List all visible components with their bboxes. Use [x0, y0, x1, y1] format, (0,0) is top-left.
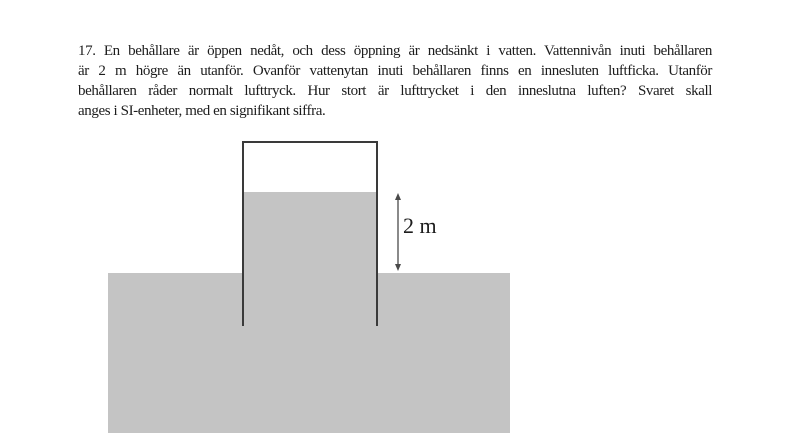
problem-text-line-3: behållaren råder normalt lufttryck. Hur stort är lufttrycket i den inneslutna luften? Svaret skall [78, 83, 712, 99]
problem-text-line-2: är 2 m högre än utanför. Ovanför vattenytan inuti behållaren finns en innesluten luftficka. Utanför [78, 63, 712, 79]
problem-statement [78, 41, 712, 121]
problem-text-line-4: anges i SI-enheter, med en signifikant siffra. [78, 103, 326, 119]
arrow-head-up [395, 193, 401, 200]
problem-text-line-1: 17. En behållare är öppen nedåt, och dess öppning är nedsänkt i vatten. Vattennivån inuti behållaren [78, 43, 712, 59]
arrow-head-down [395, 264, 401, 271]
dimension-label: 2 m [403, 213, 437, 238]
container-outline [242, 141, 378, 326]
